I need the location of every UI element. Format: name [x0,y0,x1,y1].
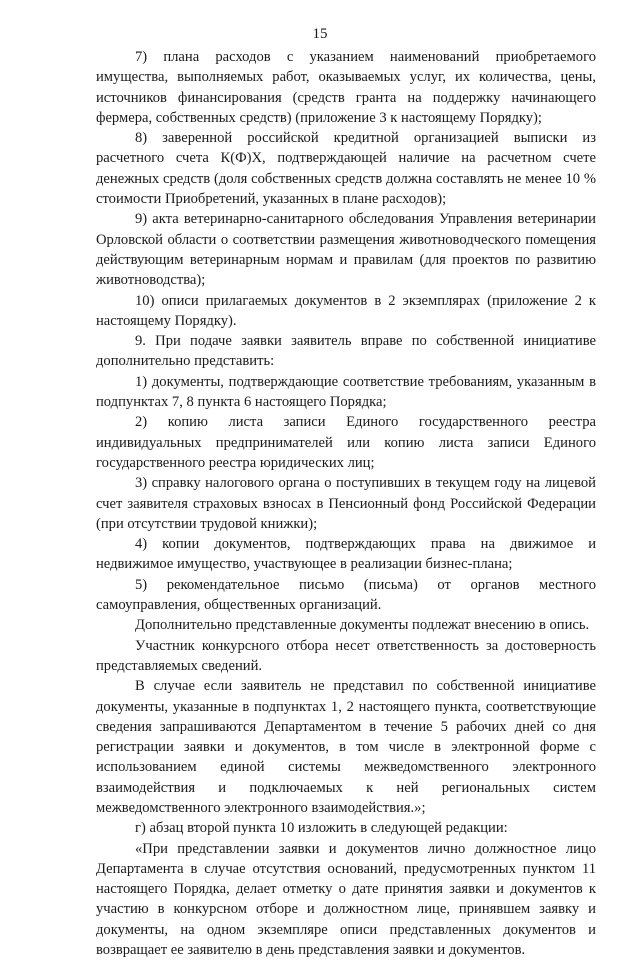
page-number: 15 [312,26,328,42]
paragraph-item-5: 5) рекомендательное письмо (письма) от органов местного самоуправления, общественных организаций. [96,576,596,614]
paragraph-10-document-inventory: 10) описи прилагаемых документов в 2 экземплярах (приложение 2 к настоящему Порядку). [96,292,596,329]
paragraph-item-2: 2) копию листа записи Единого государственного реестра индивидуальных предпринимателей или копию листа записи Единого государственного реестра юридических лиц; [96,414,596,471]
paragraph-responsibility: Участник конкурсного отбора несет ответственность за достоверность представляемых сведений. [96,637,596,674]
paragraph-item-1: 1) документы, подтверждающие соответствие требованиям, указанным в подпунктах 7, 8 пункта 6 настоящего Порядка; [96,373,596,411]
document-body [96,47,596,960]
paragraph-item-3: 3) справку налогового органа о поступивших в текущем году на лицевой счет заявителя страховых взносах в Пенсионный фонд Российской Федерации (при отсутствии трудовой книжки); [96,475,596,532]
paragraph-clause-9: 9. При подаче заявки заявитель вправе по собственной инициативе дополнительно представить: [96,333,596,370]
paragraph-item-4: 4) копии документов, подтверждающих права на движимое и недвижимое имущество, участвующее в реализации бизнес-плана; [96,536,596,573]
paragraph-interagency-request: В случае если заявитель не представил по собственной инициативе документы, указанные в подпунктах 1, 2 настоящего пункта, соответствующие сведения запрашиваются Департаментом в течение 5 рабочих дней со дня регистрации заявки и документов, в том числе в электронной форме с использованием единой системы межведомственного электронного взаимодействия и подключаемых к ней региональных систем межведомственного электронного взаимодействия.»; [96,678,596,816]
paragraph-7-expense-plan: 7) плана расходов с указанием наименований приобретаемого имущества, выполняемых работ, оказываемых услуг, их количества, цены, источников финансирования (средств гранта на поддержку начинающего фермера, собственных средств) (приложение 3 к настоящему Порядку); [96,49,596,126]
paragraph-additional-docs: Дополнительно представленные документы подлежат внесению в опись. [135,617,590,634]
paragraph-new-wording: «При представлении заявки и документов лично должностное лицо Департамента в случае отсутствия оснований, предусмотренных пунктом 11 настоящего Порядка, делает отметку о дате принятия заявки и документов к участию в конкурсном отборе и должностном лице, принявшем заявку и документы, на одном экземпляре описи представленных документов и возвращает ее заявителю в день представления заявки и документов. [96,840,596,959]
paragraph-9-veterinary-act: 9) акта ветеринарно-санитарного обследования Управления ветеринарии Орловской области о соответствии размещения животноводческого помещения действующим ветеринарным нормам и правилам (для проектов по развитию животноводства); [96,211,596,289]
paragraph-8-bank-statement: 8) заверенной российской кредитной организацией выписки из расчетного счета К(Ф)Х, подтверждающей наличие на расчетном счете денежных средств (доля собственных средств должна составлять не менее 10 % стоимости Приобретений, указанных в плане расходов); [96,130,596,208]
paragraph-amendment-g: г) абзац второй пункта 10 изложить в следующей редакции: [135,820,508,837]
